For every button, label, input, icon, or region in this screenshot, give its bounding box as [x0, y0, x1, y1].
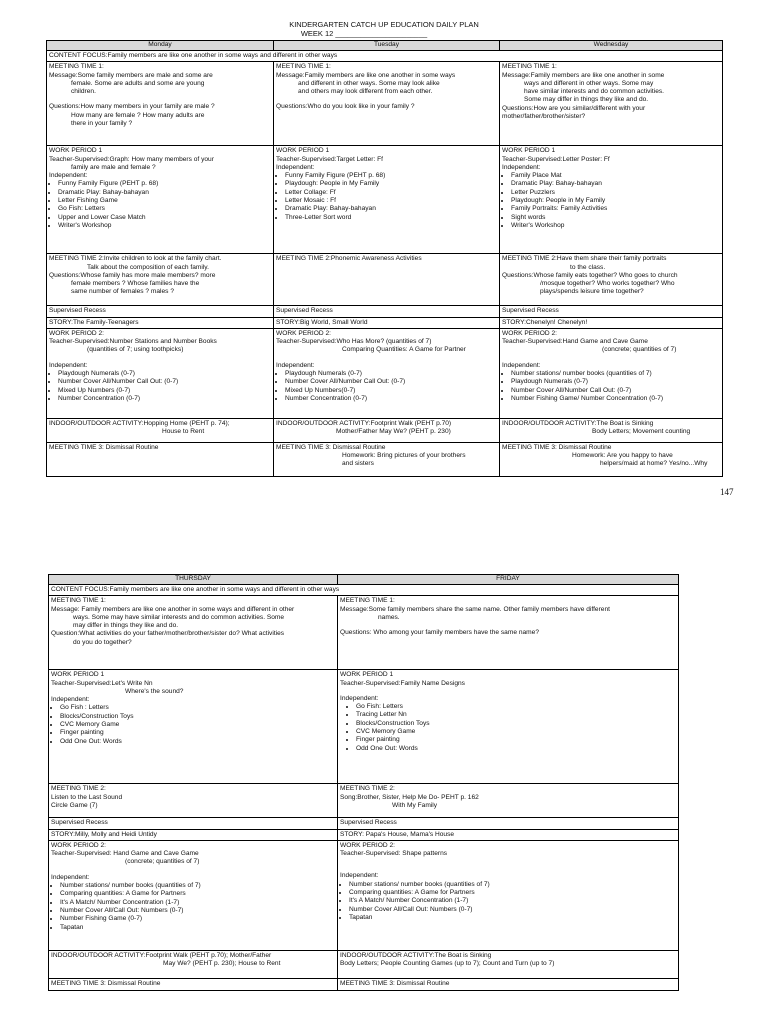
independent-list — [502, 370, 720, 403]
independent-label: Independent: — [49, 361, 88, 369]
independent-list — [276, 370, 497, 403]
list-item: • Family Place Mat — [511, 172, 720, 180]
list-item: • Number Cover All/Number Call Out: (0-7) — [285, 378, 497, 386]
list-item: • Mixed Up Numbers(0-7) — [285, 387, 497, 395]
teacher-supervised-cont: Comparing Quantities: A Game for Partner — [342, 346, 466, 354]
list-item: • Number Cover All/Call Out: Numbers (0-7) — [60, 907, 335, 915]
message-cont: ways. Some may have similar interests and do common activities. Some — [73, 613, 285, 621]
week-label: WEEK 12 ______________________ — [300, 29, 428, 38]
teacher-supervised-cont: family are male and female ? — [71, 163, 156, 171]
recess-monday: Supervised Recess — [47, 306, 274, 317]
meeting-label: MEETING TIME 1: — [51, 597, 106, 605]
message-cont: Some may differ in things they like and do. — [524, 96, 649, 104]
meeting-time-2-monday — [47, 254, 274, 306]
independent-label: Independent: — [502, 361, 541, 369]
meeting-label: MEETING TIME 1: — [276, 63, 331, 71]
list-item: • Finger painting — [60, 729, 335, 737]
teacher-supervised-cont: (concrete; quantities of 7) — [125, 858, 200, 866]
activity-cont: Mother/Father May We? (PEHT p. 230) — [336, 428, 451, 436]
list-item: • It's A Match/ Number Concentration (1-7) — [349, 897, 676, 905]
list-item: • Number Concentration (0-7) — [285, 395, 497, 403]
question-cont: How many are female ? How many adults are — [71, 111, 205, 119]
message-cont: may differ in things they like and do. — [73, 622, 179, 630]
independent-label: Independent: — [340, 872, 379, 880]
independent-list — [49, 370, 271, 403]
teacher-supervised: Teacher-Supervised:Number Stations and Number Books — [49, 338, 217, 346]
independent-label: Independent: — [276, 163, 315, 171]
teacher-supervised-cont: Where's the sound? — [125, 687, 184, 695]
question-text: Questions:How are you similar/different with your — [502, 104, 646, 112]
day-header-tuesday: Tuesday — [274, 41, 500, 51]
list-item: • Funny Family Figure (PEHT p. 68) — [58, 180, 271, 188]
meeting-time-3-friday: MEETING TIME 3: Dismissal Routine — [338, 978, 679, 990]
story-tuesday: STORY:Big World, Small World — [274, 317, 500, 328]
list-item: • Playdough Numerals (0-7) — [58, 370, 271, 378]
teacher-supervised: Teacher-Supervised:Graph: How many members of your — [49, 155, 214, 163]
homework-text: Homework: Are you happy to have — [572, 452, 673, 460]
meeting-text: Phonemic Awareness Activities — [330, 255, 422, 263]
meeting-time-1-monday — [47, 62, 274, 146]
work-label: WORK PERIOD 2: — [340, 841, 395, 849]
homework-cont: and sisters — [342, 460, 374, 468]
question-text: Questions:How many members in your family are male ? — [49, 103, 215, 111]
meeting-time-1-friday — [338, 596, 679, 670]
recess-wednesday: Supervised Recess — [500, 306, 723, 317]
list-item: • It's A Match/ Number Concentration (1-7) — [60, 899, 335, 907]
message-text: Message:Some family members are male and some are — [49, 71, 213, 79]
plan-title: KINDERGARTEN CATCH UP EDUCATION DAILY PLAN — [289, 20, 479, 29]
list-item: • Letter Collage: Ff — [285, 189, 497, 197]
question-text: Questions: Who among your family members have the same name? — [340, 629, 540, 637]
meeting-label: MEETING TIME 1: — [49, 63, 104, 71]
day-header-wednesday: Wednesday — [500, 41, 723, 51]
story-monday: STORY:The Family-Teenagers — [47, 317, 274, 328]
question-cont: female members ? Whose families have the — [71, 280, 200, 288]
list-item: • Sight words — [511, 214, 720, 222]
teacher-supervised: Teacher-Supervised:Family Name Designs — [340, 679, 465, 687]
meeting-time-1-thursday — [49, 596, 338, 670]
independent-list — [51, 882, 335, 932]
activity-cont: Body Letters; Movement counting — [592, 428, 691, 436]
work-label: WORK PERIOD 2: — [502, 329, 557, 337]
list-item: • Playdough: People in My Family — [511, 197, 720, 205]
teacher-supervised: Teacher-Supervised:Target Letter: Ff — [276, 155, 384, 163]
homework-text: Homework: Bring pictures of your brothers — [342, 452, 466, 460]
meeting-time-1-wednesday — [500, 62, 723, 146]
message-cont: and different in other ways. Some may look alike — [298, 79, 440, 87]
story-thursday: STORY:Milly, Molly and Heidi Untidy — [49, 829, 338, 840]
list-item: • Mixed Up Numbers (0-7) — [58, 387, 271, 395]
teacher-supervised: Teacher-Supervised:Let's Write Nn — [51, 679, 153, 687]
indoor-outdoor-thursday — [49, 950, 338, 978]
list-item: • Three-Letter Sort word — [285, 214, 497, 222]
message-cont: ways and different in other ways. Some may — [524, 79, 654, 87]
meeting-time-3-monday — [47, 442, 274, 476]
meeting-label: MEETING TIME 2: — [502, 255, 557, 263]
teacher-supervised: Teacher-Supervised: Shape patterns — [340, 850, 448, 858]
meeting-time-3-thursday: MEETING TIME 3: Dismissal Routine — [49, 978, 338, 990]
question-text: Questions:Whose family eats together? Who goes to church — [502, 271, 678, 279]
independent-list — [340, 703, 676, 753]
daily-plan-table-thu-fri — [48, 574, 679, 991]
question-cont: there in your family ? — [71, 120, 133, 128]
message-cont: children. — [71, 88, 96, 96]
story-wednesday: STORY:Chenelyn! Chenelyn! — [500, 317, 723, 328]
indoor-outdoor-monday — [47, 418, 274, 442]
daily-plan-table-mon-wed — [46, 40, 723, 477]
activity-text: INDOOR/OUTDOOR ACTIVITY:The Boat is Sinking — [502, 419, 654, 427]
list-item: • Comparing quantities: A Game for Partners — [60, 890, 335, 898]
list-item: • Tapatan — [60, 924, 335, 932]
question-cont: /mosque together? Who works together? Who — [540, 280, 675, 288]
message-cont: and others may look different from each other. — [298, 88, 433, 96]
work-label: WORK PERIOD 2: — [49, 329, 104, 337]
list-item: • Number Cover All/Number Call Out: (0-7) — [511, 387, 720, 395]
message-text: Message:Family members are like one another in some — [502, 71, 665, 79]
content-focus: CONTENT FOCUS:Family members are like one another in some ways and different in other ways — [49, 585, 679, 596]
question-text: Questions:Whose family has more male members? more — [49, 271, 216, 279]
list-item: • Tapatan — [349, 914, 676, 922]
independent-list — [51, 704, 335, 745]
list-item: • Playdough: People in My Family — [285, 180, 497, 188]
song-text: Song:Brother, Sister, Help Me Do- PEHT p. 162 — [340, 793, 479, 801]
list-item: • Finger painting — [356, 736, 676, 744]
meeting-text-cont: Talk about the composition of each family. — [87, 263, 209, 271]
meeting-text-cont: to the class. — [570, 263, 606, 271]
indoor-outdoor-wednesday — [500, 418, 723, 442]
list-item: • Writer's Workshop — [58, 222, 271, 230]
list-item: • Dramatic Play: Bahay-bahayan — [285, 205, 497, 213]
list-item: • Go Fish: Letters — [356, 703, 676, 711]
list-item: • CVC Memory Game — [60, 721, 335, 729]
work-label: WORK PERIOD 1 — [340, 671, 394, 679]
work-period-2-friday — [338, 840, 679, 950]
activity-cont: Body Letters; People Counting Games (up to 7); Count and Turn (up to 7) — [340, 960, 555, 968]
independent-list — [276, 172, 497, 222]
list-item: • Dramatic Play: Bahay-bahayan — [511, 180, 720, 188]
meeting-text: MEETING TIME 3: Dismissal Routine — [276, 443, 386, 451]
list-item: • Upper and Lower Case Match — [58, 214, 271, 222]
list-item: • Number Concentration (0-7) — [58, 395, 271, 403]
list-item: • Number stations/ number books (quantities of 7) — [511, 370, 720, 378]
list-item: • Blocks/Construction Toys — [356, 720, 676, 728]
question-cont: do you do together? — [73, 638, 132, 646]
question-cont: same number of females ? males ? — [71, 288, 174, 296]
meeting-time-2-wednesday — [500, 254, 723, 306]
work-label: WORK PERIOD 1 — [502, 147, 556, 155]
list-item: • Playdough Numerals (0-7) — [511, 378, 720, 386]
work-label: WORK PERIOD 1 — [49, 147, 103, 155]
list-item: • Number Cover All/Number Call Out: (0-7) — [58, 378, 271, 386]
list-item: • CVC Memory Game — [356, 728, 676, 736]
message-cont: female. Some are adults and some are young — [71, 79, 205, 87]
recess-friday: Supervised Recess — [338, 818, 679, 829]
list-item: • Playdough Numerals (0-7) — [285, 370, 497, 378]
activity-cont: May We? (PEHT p. 230); House to Rent — [163, 960, 281, 968]
meeting-label: MEETING TIME 2: — [51, 785, 106, 793]
song-cont: With My Family — [392, 801, 438, 809]
message-cont: have similar interests and do common activities. — [524, 88, 664, 96]
list-item: • Tracing Letter Nn — [356, 711, 676, 719]
list-item: • Odd One Out: Words — [356, 745, 676, 753]
question-cont: plays/spends leisure time together? — [540, 288, 644, 296]
question-text: Questions:Who do you look like in your family ? — [276, 103, 415, 111]
list-item: • Writer's Workshop — [511, 222, 720, 230]
meeting-time-2-friday — [338, 784, 679, 818]
meeting-text: Listen to the Last Sound — [51, 793, 123, 801]
work-period-2-tuesday — [274, 328, 500, 418]
activity-cont: House to Rent — [162, 428, 205, 436]
meeting-time-3-tuesday — [274, 442, 500, 476]
indoor-outdoor-tuesday — [274, 418, 500, 442]
meeting-text: Invite children to look at the family chart. — [103, 255, 222, 263]
meeting-time-2-tuesday — [274, 254, 500, 306]
question-cont: mother/father/brother/sister? — [502, 113, 586, 121]
list-item: • Number Fishing Game/ Number Concentration (0-7) — [511, 395, 720, 403]
list-item: • Letter Puzzlers — [511, 189, 720, 197]
teacher-supervised: Teacher-Supervised:Letter Poster: Ff — [502, 155, 610, 163]
teacher-supervised-cont: (concrete; quantities of 7) — [602, 346, 677, 354]
list-item: • Dramatic Play: Bahay-bahayan — [58, 189, 271, 197]
message-text: Message:Family members are like one another in some ways — [276, 71, 456, 79]
list-item: • Number stations/ number books (quantities of 7) — [60, 882, 335, 890]
meeting-label: MEETING TIME 1: — [340, 597, 395, 605]
teacher-supervised: Teacher-Supervised:Hand Game and Cave Game — [502, 338, 648, 346]
recess-tuesday: Supervised Recess — [274, 306, 500, 317]
work-label: WORK PERIOD 1 — [276, 147, 330, 155]
activity-text: INDOOR/OUTDOOR ACTIVITY:Footprint Walk (PEHT p.70); Mother/Father — [51, 951, 272, 959]
meeting-time-1-tuesday — [274, 62, 500, 146]
activity-text: INDOOR/OUTDOOR ACTIVITY:Hopping Home (PEHT p. 74); — [49, 419, 230, 427]
meeting-text: Have them share their family portraits — [556, 255, 667, 263]
independent-list — [340, 881, 676, 922]
work-label: WORK PERIOD 2: — [276, 329, 331, 337]
list-item: • Letter Mosaic : Ff — [285, 197, 497, 205]
work-period-1-monday — [47, 146, 274, 254]
list-item: • Go Fish: Letters — [58, 205, 271, 213]
list-item: • Number stations/ number books (quantities of 7) — [349, 881, 676, 889]
work-period-2-wednesday — [500, 328, 723, 418]
meeting-time-2-thursday — [49, 784, 338, 818]
message-text: Message: Family members are like one another in some ways and different in other — [51, 605, 295, 613]
content-focus: CONTENT FOCUS:Family members are like one another in some ways and different in other ways — [47, 51, 723, 62]
day-header-thursday: THURSDAY — [49, 575, 338, 585]
work-period-1-tuesday — [274, 146, 500, 254]
list-item: • Letter Fishing Game — [58, 197, 271, 205]
work-label: WORK PERIOD 2: — [51, 841, 106, 849]
independent-list — [502, 172, 720, 230]
question-text: Question:What activities do your father/mother/brother/sister do? What activities — [51, 630, 285, 638]
independent-label: Independent: — [51, 873, 90, 881]
independent-label: Independent: — [502, 163, 541, 171]
teacher-supervised: Teacher-Supervised: Hand Game and Cave Game — [51, 850, 199, 858]
meeting-text: MEETING TIME 3: Dismissal Routine — [502, 443, 612, 451]
work-period-1-friday — [338, 670, 679, 784]
indoor-outdoor-friday — [338, 950, 679, 978]
day-header-monday: Monday — [47, 41, 274, 51]
day-header-friday: FRIDAY — [338, 575, 679, 585]
meeting-text: Circle Game (7) — [51, 801, 98, 809]
independent-label: Independent: — [49, 172, 88, 180]
list-item: • Odd One Out: Words — [60, 738, 335, 746]
work-period-1-wednesday — [500, 146, 723, 254]
list-item: • Number Fishing Game (0-7) — [60, 915, 335, 923]
list-item: • Funny Family Figure (PEHT p. 68) — [285, 172, 497, 180]
activity-text: INDOOR/OUTDOOR ACTIVITY:The Boat is Sinking — [340, 951, 492, 959]
meeting-time-3-wednesday — [500, 442, 723, 476]
independent-label: Independent: — [51, 696, 90, 704]
list-item: • Comparing quantities: A Game for Partners — [349, 889, 676, 897]
independent-label: Independent: — [340, 694, 379, 702]
page-number: 147 — [720, 487, 734, 497]
independent-list — [49, 180, 271, 230]
teacher-supervised-cont: (quantities of 7; using toothpicks) — [87, 346, 184, 354]
recess-thursday: Supervised Recess — [49, 818, 338, 829]
work-label: WORK PERIOD 1 — [51, 671, 105, 679]
list-item: • Blocks/Construction Toys — [60, 713, 335, 721]
story-friday: STORY: Papa's House, Mama's House — [338, 829, 679, 840]
list-item: • Family Portraits: Family Activities — [511, 205, 720, 213]
work-period-2-monday — [47, 328, 274, 418]
message-text: Message:Some family members share the same name. Other family members have different — [340, 605, 610, 613]
meeting-text: MEETING TIME 3: Dismissal Routine — [49, 443, 159, 451]
message-cont: names. — [378, 613, 400, 621]
meeting-label: MEETING TIME 1: — [502, 63, 557, 71]
work-period-1-thursday — [49, 670, 338, 784]
teacher-supervised: Teacher-Supervised:Who Has More? (quantities of 7) — [276, 338, 432, 346]
homework-cont: helpers/maid at home? Yes/no...Why — [600, 460, 708, 468]
work-period-2-thursday — [49, 840, 338, 950]
independent-label: Independent: — [276, 361, 315, 369]
meeting-label: MEETING TIME 2: — [276, 255, 331, 263]
activity-text: INDOOR/OUTDOOR ACTIVITY:Footprint Walk (PEHT p.70) — [276, 419, 452, 427]
list-item: • Number Cover All/Call Out: Numbers (0-7) — [349, 906, 676, 914]
meeting-label: MEETING TIME 2: — [49, 255, 104, 263]
list-item: • Go Fish : Letters — [60, 704, 335, 712]
meeting-label: MEETING TIME 2: — [340, 785, 395, 793]
